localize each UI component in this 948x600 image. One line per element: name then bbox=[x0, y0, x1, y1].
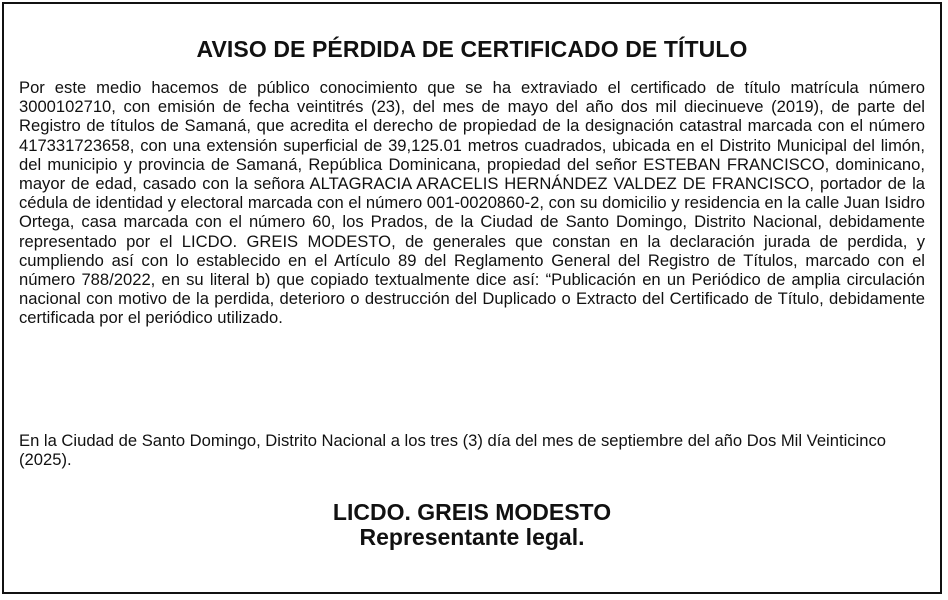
signature-role: Representante legal. bbox=[359, 524, 585, 550]
notice-closing: En la Ciudad de Santo Domingo, Distrito Nacional a los tres (3) día del mes de septiembre del año Dos Mil Veinticinco (2025). bbox=[19, 431, 886, 470]
signature-name: LICDO. GREIS MODESTO bbox=[332, 499, 612, 525]
notice-title: AVISO DE PÉRDIDA DE CERTIFICADO DE TÍTULO bbox=[196, 36, 748, 62]
signature-block bbox=[4, 500, 940, 550]
notice-frame bbox=[2, 2, 942, 594]
notice-body: Por este medio hacemos de público conocimiento que se ha extraviado el certificado de título matrícula número 3000102710, con emisión de fecha veintitrés (23), del mes de mayo del año dos mil diecinueve (2019), de parte del Registro de títulos de Samaná, que acredita el derecho de propiedad de la designación catastral marcada con el número 417331723658, con una extensión superficial de 39,125.01 metros cuadrados, ubicada en el Distrito Municipal del limón, del municipio y provincia de Samaná, República Dominicana, propiedad del señor ESTEBAN FRANCISCO, dominicano, mayor de edad, casado con la señora ALTAGRACIA ARACELIS HERNÁNDEZ VALDEZ DE FRANCISCO, portador de la cédula de identidad y electoral marcada con el número 001-0020860-2, con su domicilio y residencia en la calle Juan Isidro Ortega, casa marcada con el número 60, los Prados, de la Ciudad de Santo Domingo, Distrito Nacional, debidamente representado por el LICDO. GREIS MODESTO, de generales que constan en la declaración jurada de perdida, y cumpliendo así con lo establecido en el Artículo 89 del Reglamento General del Registro de Títulos, marcado con el número 788/2022, en su literal b) que copiado textualmente dice así: “Publicación en un Periódico de amplia circulación nacional con motivo de la perdida, deterioro o destrucción del Duplicado o Extracto del Certificado de Título, debidamente certificada por el periódico utilizado. bbox=[19, 78, 925, 328]
